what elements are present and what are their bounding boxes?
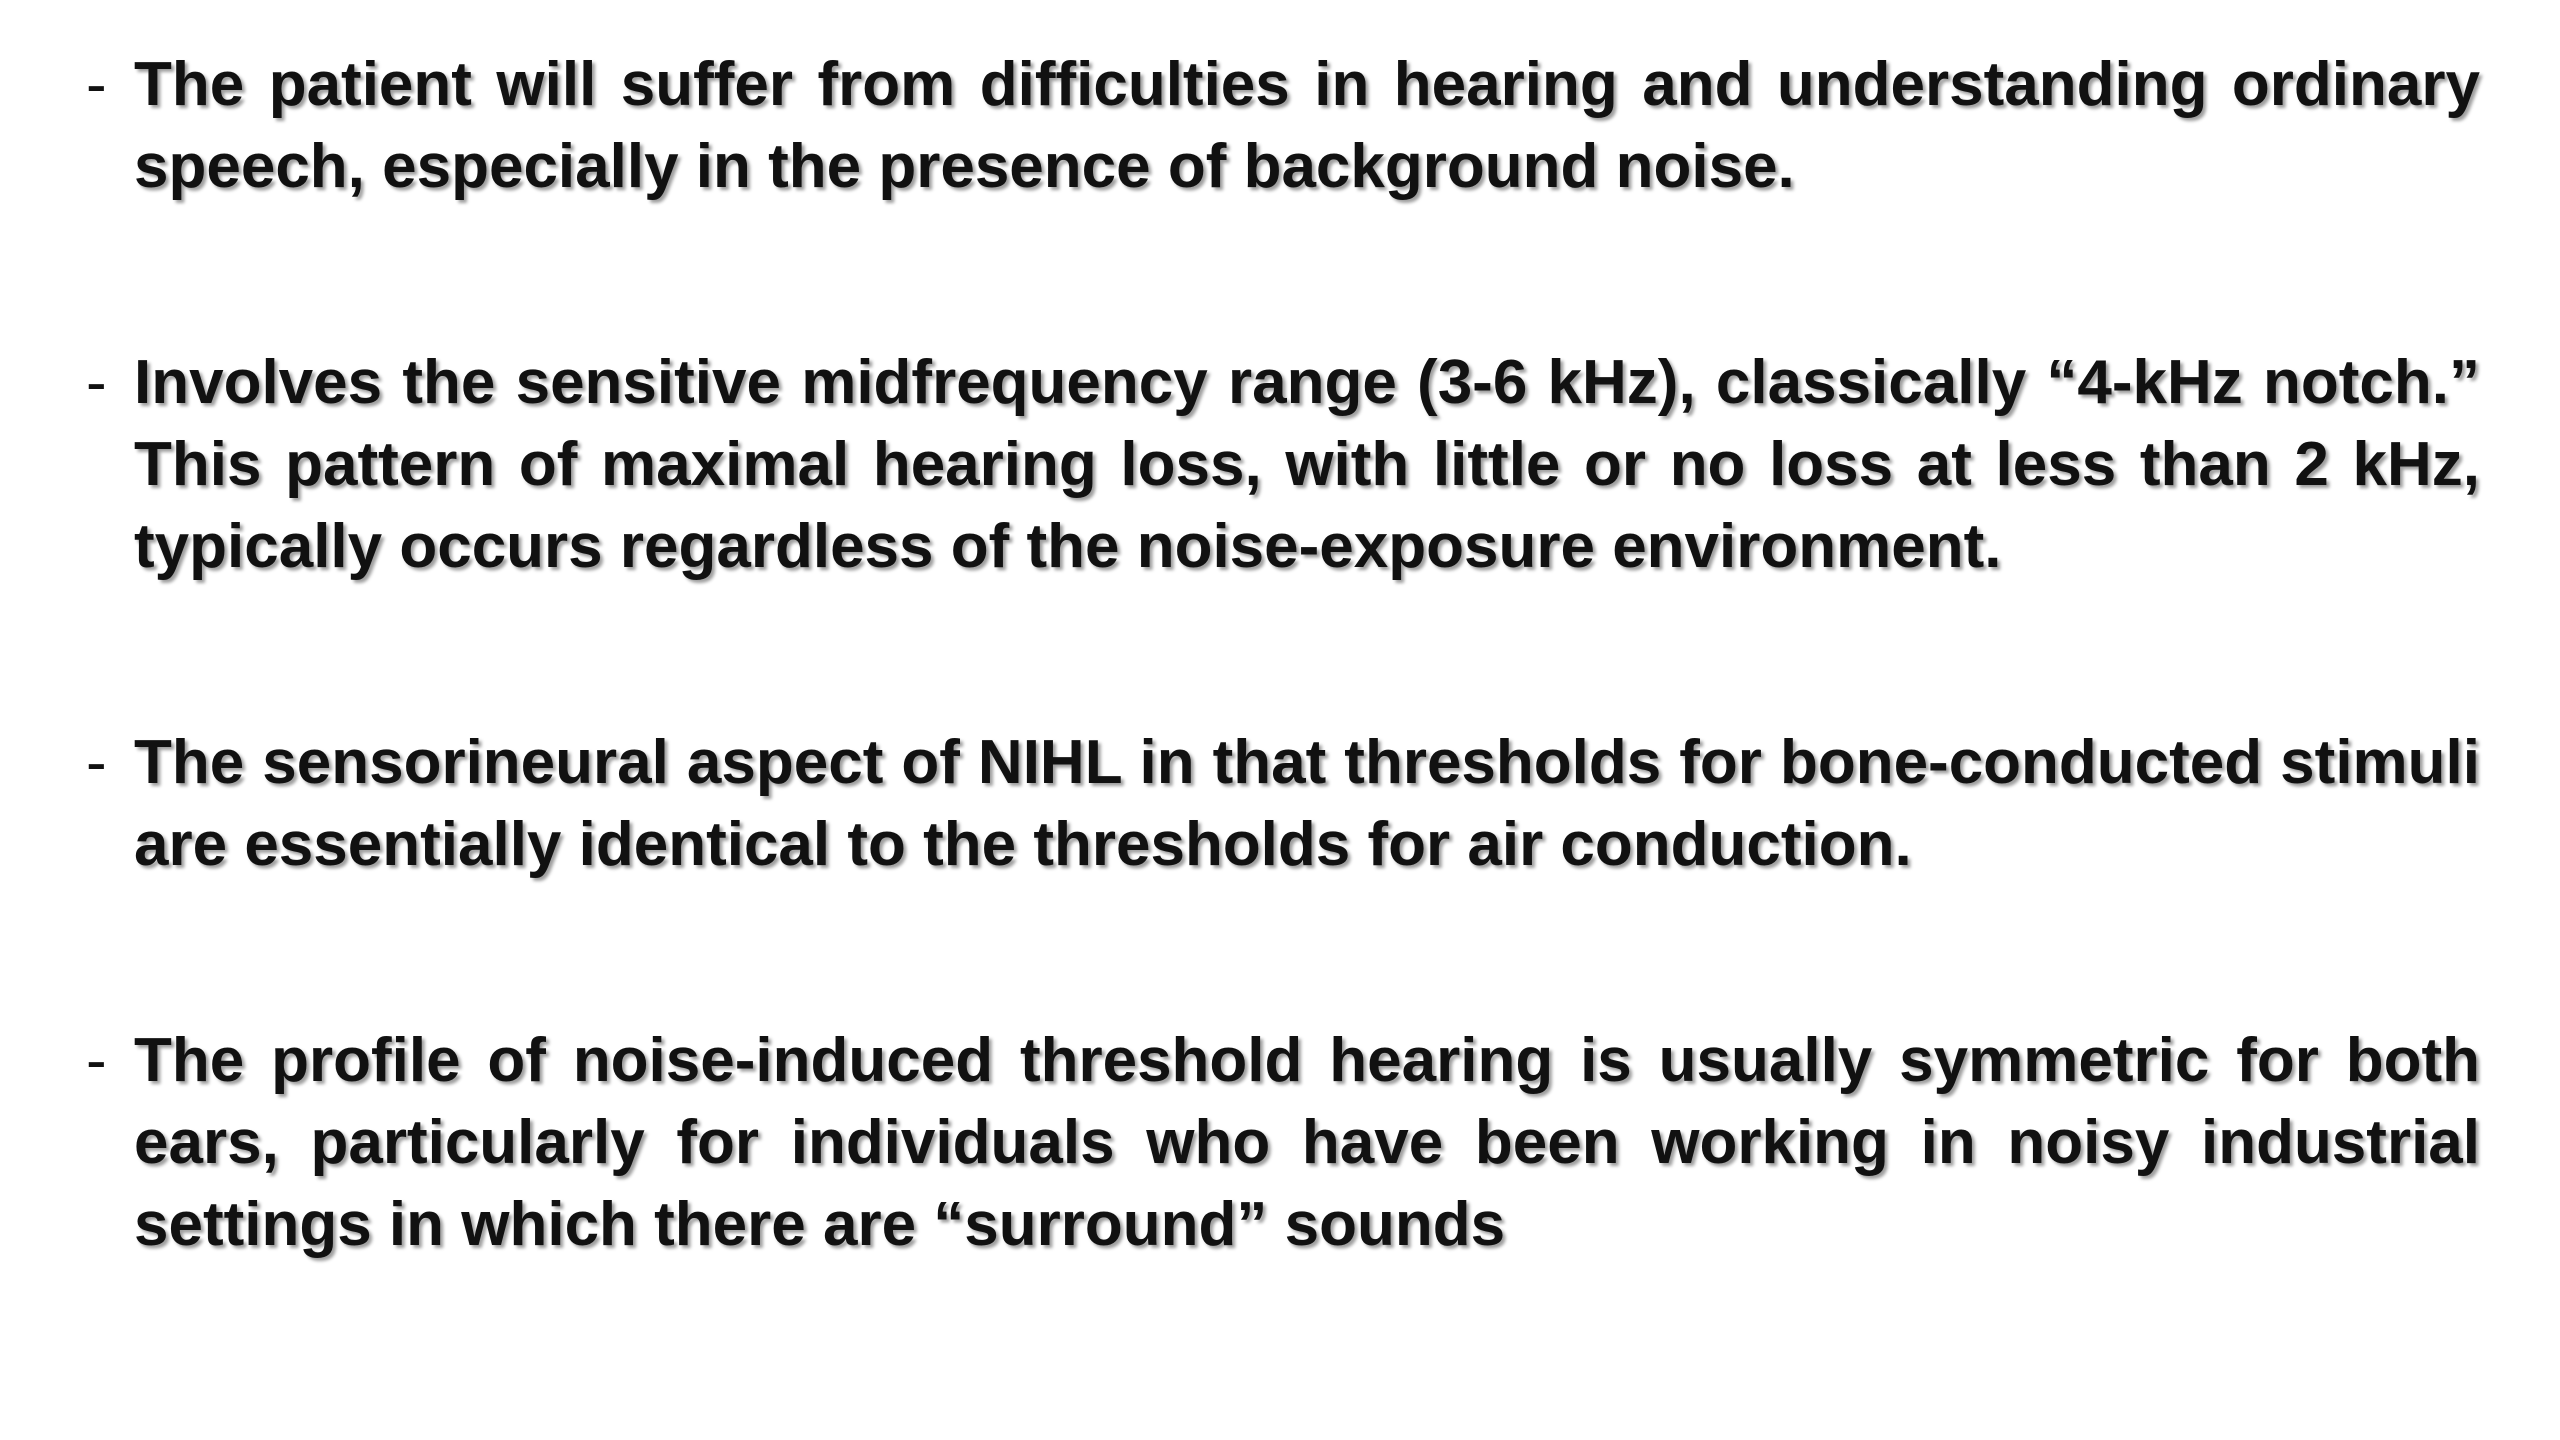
bullet-text: The profile of noise-induced threshold hearing is usually symmetric for both ears, particularly for individuals who have been working in noisy industrial settings in which there are “surround” sounds	[134, 1026, 2480, 1259]
bullet-text: The sensorineural aspect of NIHL in that thresholds for bone-conducted stimuli are essentially identical to the thresholds for air conduction.	[134, 728, 2480, 879]
bullet-dash: -	[86, 50, 107, 119]
bullet-dash: -	[86, 728, 107, 797]
bullet-item-midfrequency-range	[80, 342, 2480, 588]
bullet-text: The patient will suffer from difficulties in hearing and understanding ordinary speech, especially in the presence of background noise.	[134, 50, 2480, 201]
bullet-item-symmetric-profile	[80, 1020, 2480, 1266]
bullet-text: Involves the sensitive midfrequency range (3-6 kHz), classically “4-kHz notch.” This pattern of maximal hearing loss, with little or no loss at less than 2 kHz, typically occurs regardless of the noise-exposure environment.	[134, 348, 2480, 581]
bullet-item-sensorineural-aspect	[80, 722, 2480, 886]
bullet-dash: -	[86, 348, 107, 417]
bullet-list	[80, 44, 2480, 1266]
bullet-dash: -	[86, 1026, 107, 1095]
bullet-item-hearing-difficulty	[80, 44, 2480, 208]
